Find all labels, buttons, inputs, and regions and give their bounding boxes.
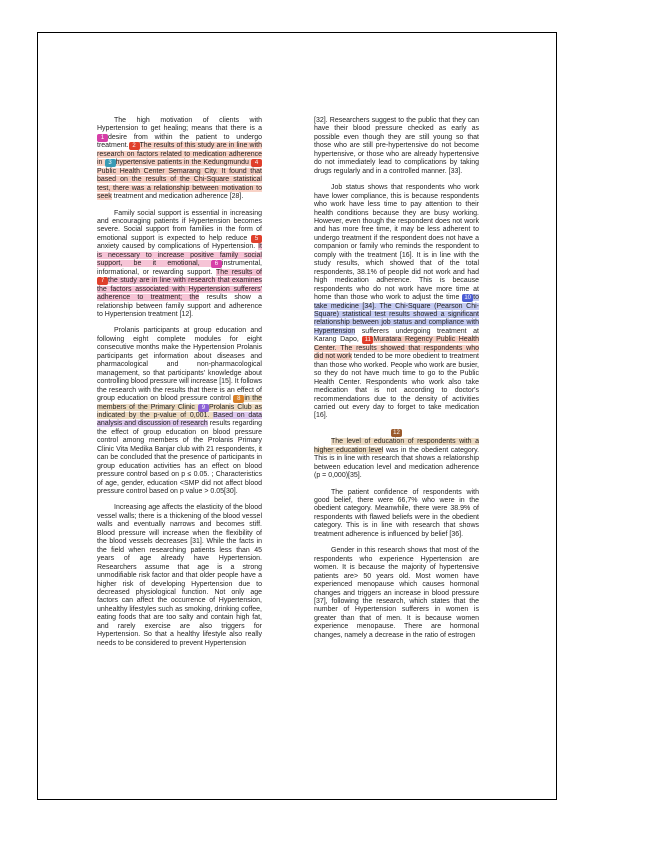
highlight-red: hypertensive patients in the Kedungmundu — [115, 159, 251, 167]
text-run: Job status shows that respondents who work have lower compliance, this is because respondents who work have less time to pay attention to their health conditions because they are busy working. However, even though the respondent does not work and has more free time, it may be less adherent to undergo treatment if the respondent does not have a companion or family who reminds the respondent to comply with the treatment [16]. It is in line with the study results, which showed that of the total respondents, 38.1% of people did not work and had high medication adherence. This is because respondents who do not work have more time at home than those who work to adjust the time — [314, 184, 479, 302]
annotation-badge-12: 12 — [391, 429, 402, 437]
highlight-blue: to take medicine [34]. The Chi-Square (Pearson Chi-Square) statistical test results showed a significant relationship between job status and compliance with Hypertension — [314, 294, 479, 335]
left-column — [97, 117, 262, 656]
text-run: instrumental, informational, or rewarding support. — [97, 260, 262, 276]
highlight-red: Muratara Regency Public Health Center. The results showed that respondents who did not work — [314, 336, 479, 361]
text-run: Gender in this research shows that most of the respondents who experience Hypertension are women. It is because the majority of hypertensive patients are> 50 years old. Most women have experienced menopause which causes hormonal changes and triggers an increase in blood pressure [37], following the research, which states that the number of Hypertension sufferers in women is greater than that of men. It is because women experience menopause. There are hormonal changes, namely a decrease in the ratio of estrogen — [314, 547, 479, 639]
text-run: tended to be more obedient to treatment than those who worked. People who work are busier, so they do not have much time to go to the Public Health Center. Respondents who work also take medication that is not according to doctor's recommendations due to the density of activities carried out every day to forget to take medication [16]. — [314, 353, 479, 420]
text-run: treatment and medication adherence [28]. — [111, 193, 244, 201]
paragraph-job-status — [314, 184, 479, 421]
text-run: sufferers undergoing treatment at Karang Dapo, — [314, 327, 479, 344]
right-column — [314, 117, 479, 648]
annotation-badge-5: 5 — [251, 235, 262, 243]
annotation-badge-9: 9 — [198, 404, 209, 412]
paragraph-motivation — [97, 117, 262, 202]
paragraph-prolanis — [97, 327, 262, 496]
highlight-pink: It is necessary to increase positive family social support, be it emotional, — [97, 243, 262, 268]
annotation-badge-2: 2 — [129, 142, 140, 150]
paragraph-gender — [314, 547, 479, 640]
paragraph-confidence — [314, 489, 479, 540]
text-run: The patient confidence of respondents with good belief, there were 66,7% who were in the obedient category. Meanwhile, there were 38.9% of respondents with flawed beliefs were in the obedient category. This is in line with research that shows treatment adherence is influenced by belief [36]. — [314, 488, 479, 538]
highlight-red: Public Health Center Semarang City. It found that based on the results of the Chi-Square statistical test, there was a relationship between motivation to seek — [97, 167, 262, 201]
annotation-badge-3: 3 — [105, 159, 116, 167]
annotation-badge-11: 11 — [362, 336, 373, 344]
highlight-tan: Prolanis Club as indicated by the p-value of 0,001. — [97, 403, 262, 419]
text-run: was in the obedient category. This is in line with research that shows a relationship between education level and medication adherence (p = 0,000)[35]. — [314, 446, 480, 480]
text-run: desire from within the patient to undergo treatment. — [97, 133, 262, 150]
text-run: Prolanis participants at group education and following eight complete modules for eight consecutive months make the Hypertension Prolanis participants get information about diseases and pharmacological and non-pharmacological management, so that participants' knowledge about controlling blood pressure will increase [15]. It follows the research with the results that there is an effect of group education on blood pressure control — [97, 327, 262, 403]
highlight-purple: Based on data analysis and discussion of research — [97, 411, 262, 428]
text-run: Increasing age affects the elasticity of the blood vessel walls; there is a thickening of the blood vessel walls and eventually narrows and becomes stiff. Blood pressure will increase when the flexibility of the blood vessels decreases [31]. While the facts in the field when researching patients less than 45 years of age already have Hypertension. Researchers assume that age is a strong unmodifiable risk factor and that older people have a higher risk of developing Hypertension due to decreased physiological function. Not only age factors can affect the occurrence of Hypertension, unhealthy lifestyles such as smoking, drinking coffee, eating foods that are too salty and contain high fat, and rarely exercise are also triggers for Hypertension. So that a healthy lifestyle also really needs to be considered to prevent Hypertension — [97, 504, 262, 647]
highlight-tan: The level of education of respondents with a higher education level — [314, 438, 479, 454]
annotation-badge-6: 6 — [211, 260, 222, 268]
highlight-pink: The results of — [216, 268, 262, 276]
document-page — [37, 32, 557, 800]
highlight-tan: in the members of the Primary Clinic — [97, 395, 263, 411]
paragraph-public-advice — [314, 117, 479, 176]
text-run: results show a relationship between family support and adherence to Hypertension treatment [12]. — [97, 294, 262, 318]
text-run: [32]. Researchers suggest to the public that they can have their blood pressure checked as early as possible even though they are still young so that those who are still pre-hypertensive do not become hypertensive, or those who are already hypertensive do not immediately lead to complications by taking drugs regularly and in a controlled manner. [33]. — [314, 117, 479, 175]
text-run: The high motivation of clients with Hypertension to get healing; means that there is a — [97, 117, 262, 133]
highlight-red: The results of this study are in line with research on factors related to medication adherence in — [97, 142, 262, 167]
text-run: results regarding the effect of group education on blood pressure control among members of the Prolanis Primary Clinic Vita Medika Banjar club with 21 respondents, it can be concluded that the presence of participants in group education activities has an effect on blood pressure control based on p ≤ 0.05. ; Characteristics of age, gender, education <SMP did not affect blood pressure control based on p value > 0.05[30]. — [97, 420, 262, 496]
text-run: Family social support is essential in increasing and encouraging patients if Hypertension becomes severe. Social support from families in the form of emotional support is expected to help reduce — [97, 209, 262, 242]
annotation-badge-7: 7 — [97, 277, 108, 285]
paragraph-family-support — [97, 210, 262, 320]
annotation-badge-8: 8 — [233, 395, 244, 403]
highlight-pink: the study are in line with research that examines the factors associated with Hypertension sufferers' adherence to treatment; the — [97, 277, 262, 302]
paragraph-education — [314, 438, 479, 480]
annotation-badge-4: 4 — [251, 159, 262, 167]
paragraph-age — [97, 504, 262, 648]
annotation-badge-1: 1 — [97, 134, 108, 142]
annotation-badge-10: 10 — [462, 294, 473, 302]
badge-line — [314, 429, 479, 437]
text-run: anxiety caused by complications of Hypertension. — [97, 243, 259, 251]
